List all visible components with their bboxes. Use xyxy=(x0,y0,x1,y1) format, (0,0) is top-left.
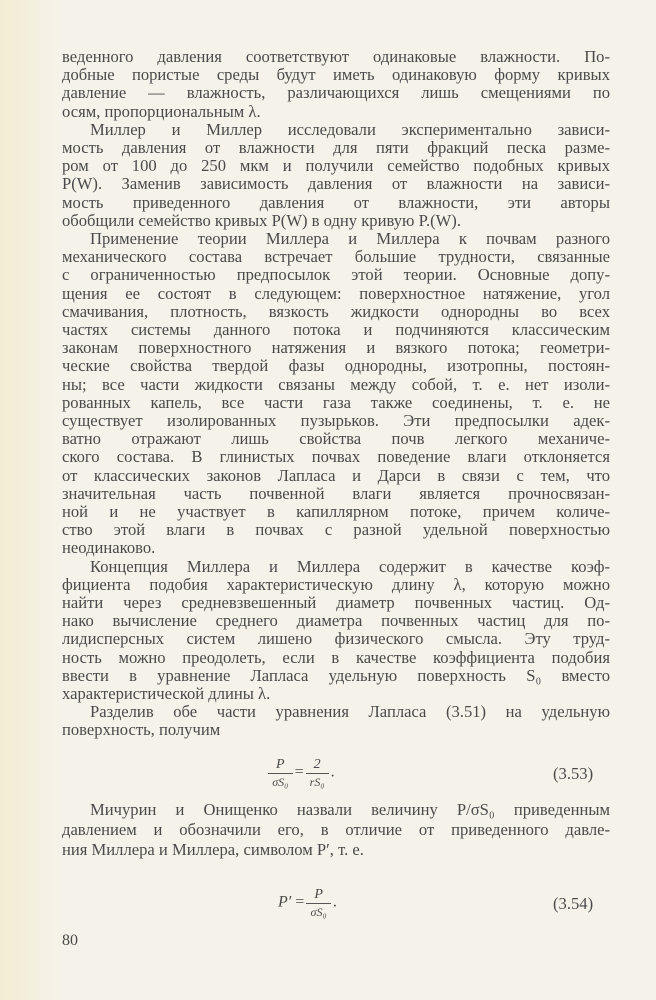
text-line: ны; все части жидкости связаны между собой, т. е. нет изоли- xyxy=(62,374,610,394)
denominator: σS₀ xyxy=(310,905,327,919)
text-line: частях системы данного потока и подчиняются классическим xyxy=(62,320,610,339)
text-line: Мичурин и Онищенко назвали величину P/σS₀ приведенным xyxy=(90,800,610,819)
text-line: поверхность, получим xyxy=(62,720,221,740)
text-line: ния Миллера и Миллера, символом P′, т. е. xyxy=(62,840,364,859)
text-line: от классических законов Лапласа и Дарси в связи с тем, что xyxy=(62,465,610,485)
text-line: мость приведенного давления от влажности, эти авторы xyxy=(62,192,610,212)
text-line: Концепция Миллера и Миллера содержит в качестве коэф- xyxy=(90,556,610,576)
numerator: P xyxy=(306,886,331,904)
text-line: Разделив обе части уравнения Лапласа (3.51) на удельную xyxy=(90,702,610,722)
text-line: P(W). Заменив зависимость давления от влажности на зависи- xyxy=(62,174,610,194)
text-line: найти через средневзвешенный диаметр почвенных частиц. Од- xyxy=(62,593,610,612)
text-line: ввести в уравнение Лапласа удельную поверхность S₀ вместо xyxy=(62,665,610,685)
text-line: фициента подобия характеристическую длину λ, которую можно xyxy=(62,574,610,594)
text-line: рованных капель, все части газа также соединены, т. е. не xyxy=(62,392,610,412)
equation-3-54 xyxy=(278,886,337,920)
text-line: Миллер и Миллер исследовали экспериментально зависи- xyxy=(90,119,610,139)
equation-3-53 xyxy=(266,756,335,790)
period: . xyxy=(332,893,337,911)
text-line: смачивания, плотность, вязкость жидкости однородны во всех xyxy=(62,301,610,321)
equals-sign: = xyxy=(295,893,305,911)
text-line: ство этой влаги в почвах с разной удельной поверхностью xyxy=(62,520,610,540)
text-line: неодинаково. xyxy=(62,538,156,558)
text-line: ром от 100 до 250 мкм и получили семейство подобных кривых xyxy=(62,156,610,176)
text-line: мость давления от влажности для пяти фракций песка разме- xyxy=(62,138,610,157)
text-line: осям, пропорциональным λ. xyxy=(62,101,261,121)
denominator: rS₀ xyxy=(309,775,325,789)
text-line: характеристической длины λ. xyxy=(62,684,271,703)
text-line: ватно отражают лишь свойства почв легкого механиче- xyxy=(62,429,610,449)
text-line: ность можно преодолеть, если в качестве коэффициента подобия xyxy=(62,647,610,667)
text-line: давлением и обозначили его, в отличие от приведенного давле- xyxy=(62,820,610,839)
page-number: 80 xyxy=(62,932,78,949)
period: . xyxy=(330,763,335,781)
text-line: механического состава встречает большие трудности, связанные xyxy=(62,247,610,267)
text-line: щения ее состоят в следующем: поверхностное натяжение, угол xyxy=(62,283,610,303)
text-line: ского состава. В глинистых почвах поведение влаги отклоняется xyxy=(62,447,610,467)
equation-number: (3.53) xyxy=(553,764,594,783)
text-line: лидисперсных систем лишено физического смысла. Эту труд- xyxy=(62,629,610,649)
fraction xyxy=(306,756,329,790)
page-edge-shading xyxy=(0,0,60,1000)
fraction xyxy=(306,886,331,920)
fraction xyxy=(268,756,293,790)
text-line: нако вычисление среднего диаметра почвенных частиц для по- xyxy=(62,611,610,631)
text-line: с ограниченностью предпосылок этой теории. Основные допу- xyxy=(62,265,610,285)
numerator: P xyxy=(268,756,293,774)
text-line: существует изолированных пузырьков. Эти предпосылки адек- xyxy=(62,411,610,430)
text-line: ческие свойства твердой фазы однородны, изотропны, постоян- xyxy=(62,356,610,376)
text-line: веденного давления соответствуют одинаковые влажности. По- xyxy=(62,47,610,66)
numerator: 2 xyxy=(306,756,329,774)
text-line: значительная часть почвенной влаги является прочносвязан- xyxy=(62,483,610,503)
text-line: ной и не участвует в капиллярном потоке, причем количе- xyxy=(62,502,610,521)
equals-sign: = xyxy=(294,763,304,781)
denominator: σS₀ xyxy=(272,775,289,789)
text-line: давление — влажность, различающихся лишь смещениями по xyxy=(62,83,610,103)
lhs: P′ xyxy=(278,893,292,911)
text-line: Применение теории Миллера и Миллера к почвам разного xyxy=(90,229,610,248)
text-line: обобщили семейство кривых P(W) в одну кривую P.(W). xyxy=(62,210,461,230)
equation-number: (3.54) xyxy=(553,894,594,913)
text-line: законам поверхностного натяжения и вязкого потока; геометри- xyxy=(62,338,610,358)
text-line: добные пористые среды будут иметь одинаковую форму кривых xyxy=(62,65,610,85)
